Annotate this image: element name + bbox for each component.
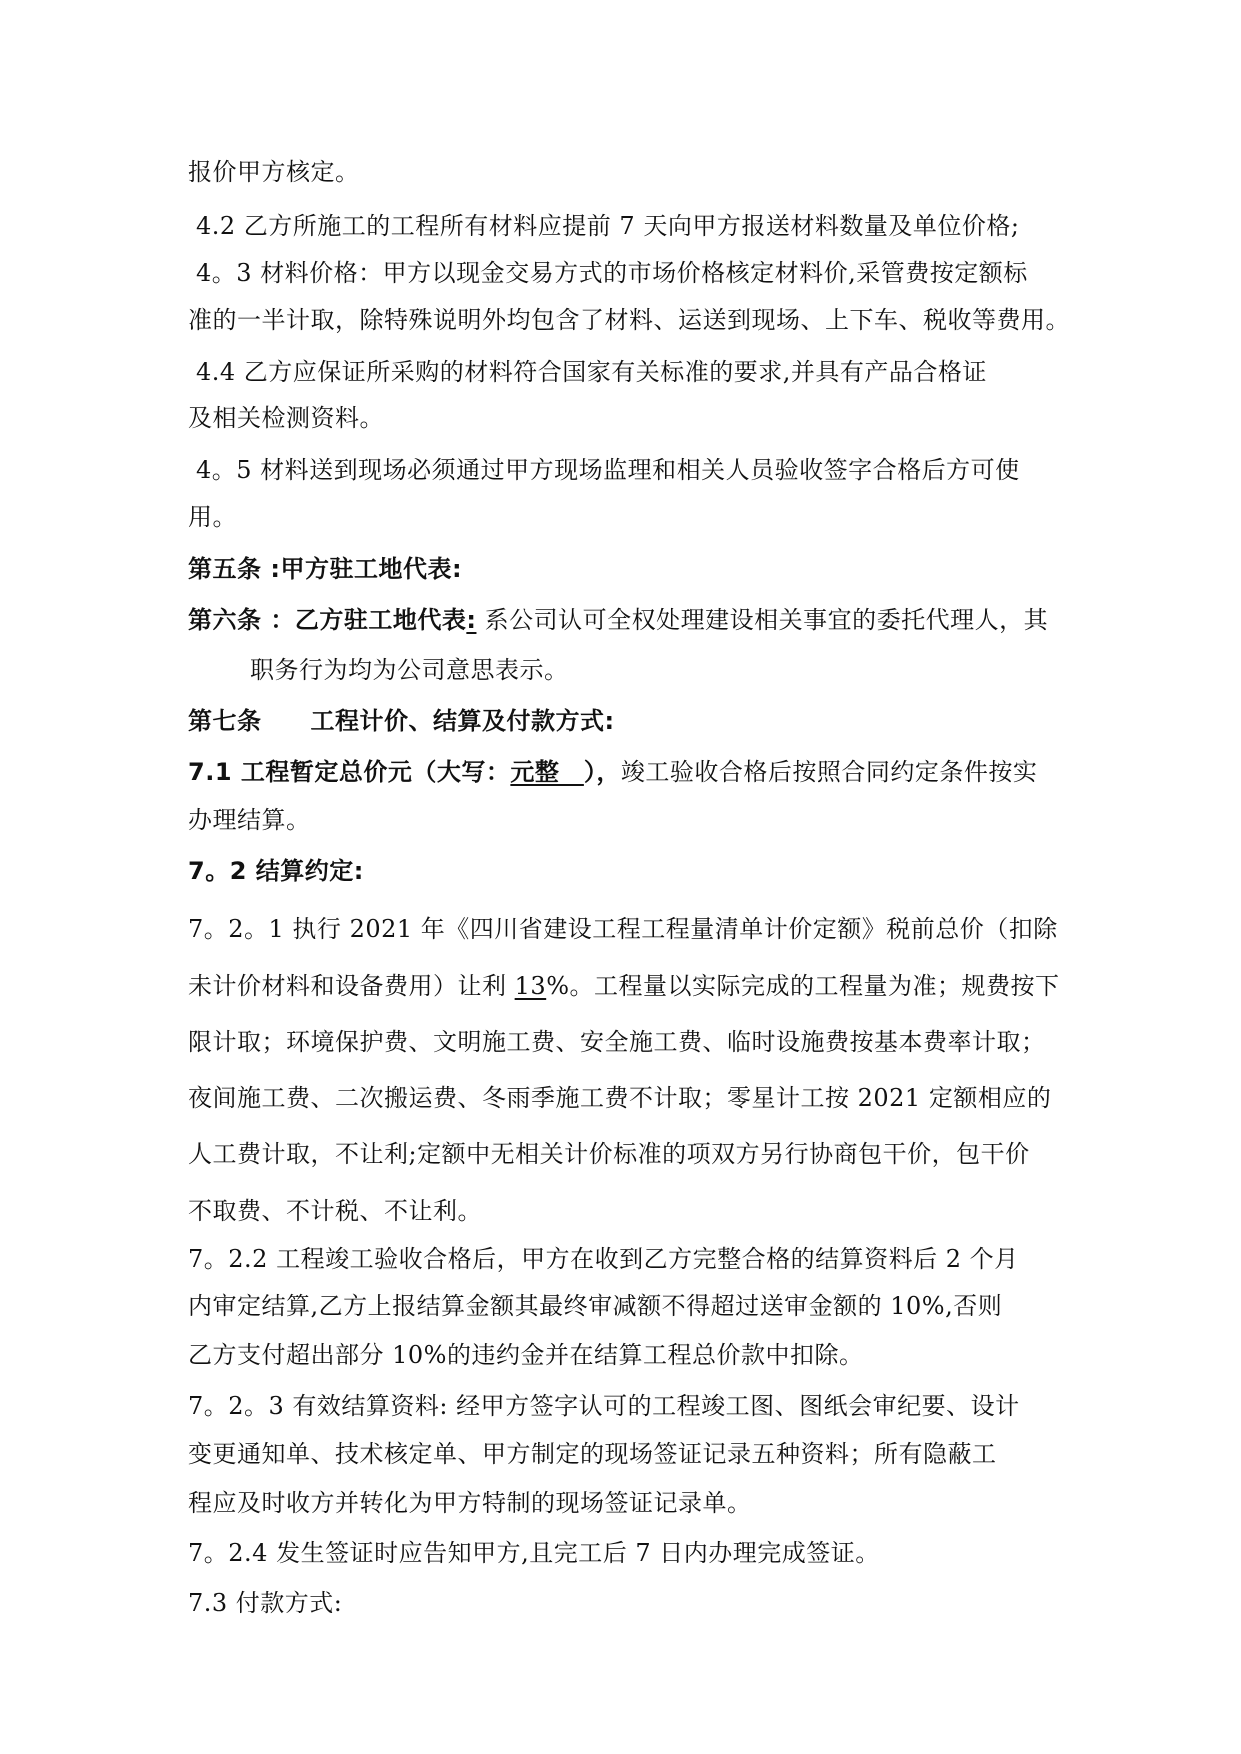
text-line: 变更通知单、技术核定单、甲方制定的现场签证记录五种资料；所有隐蔽工 <box>188 1440 997 1468</box>
text-segment: %。工程量以实际完成的工程量为准；规费按下 <box>546 972 1060 1000</box>
clause-4-2: 4.2 乙方所施工的工程所有材料应提前 7 天向甲方报送材料数量及单位价格; <box>196 212 1020 240</box>
text-line: 程应及时收方并转化为甲方特制的现场签证记录单。 <box>188 1489 752 1517</box>
text-line: 及相关检测资料。 <box>188 404 384 432</box>
article-6-text: 系公司认可全权处理建设相关事宜的委托代理人，其 <box>476 606 1049 634</box>
clause-7-3: 7.3 付款方式: <box>188 1589 343 1617</box>
clause-7-1-text: 竣工验收合格后按照合同约定条件按实 <box>620 758 1038 786</box>
text-line: 办理结算。 <box>188 806 311 834</box>
text-line: 报价甲方核定。 <box>188 158 360 186</box>
text-line: 内审定结算,乙方上报结算金额其最终审减额不得超过送审金额的 10%,否则 <box>188 1292 1003 1320</box>
article-6-blank: : <box>466 606 477 634</box>
article-6-heading: 第六条 ：乙方驻工地代表 <box>188 606 467 634</box>
clause-7-1-title: 7.1 工程暂定总价元（大写： <box>188 758 511 786</box>
clause-7-2-4: 7。2.4 发生签证时应告知甲方,且完工后 7 日内办理完成签证。 <box>188 1539 880 1567</box>
text-line: 人工费计取，不让利;定额中无相关计价标准的项双方另行协商包干价，包干价 <box>188 1140 1030 1168</box>
clause-7-1 <box>188 757 1037 787</box>
text-line: 准的一半计取，除特殊说明外均包含了材料、运送到现场、上下车、税收等费用。 <box>188 306 1070 334</box>
clause-7-1-close: ）， <box>583 758 621 786</box>
article-6-continuation: 职务行为均为公司意思表示。 <box>250 656 569 684</box>
text-line: 不取费、不计税、不让利。 <box>188 1197 482 1225</box>
text-segment: 未计价材料和设备费用）让利 <box>188 972 515 1000</box>
text-line: 用。 <box>188 503 237 531</box>
clause-7-2-heading: 7。2 结算约定: <box>188 857 364 885</box>
discount-rate: 13 <box>514 972 547 1000</box>
article-5-heading: 第五条 :甲方驻工地代表: <box>188 555 463 583</box>
text-line: 夜间施工费、二次搬运费、冬雨季施工费不计取；零星计工按 2021 定额相应的 <box>188 1084 1052 1112</box>
text-line: 限计取；环境保护费、文明施工费、安全施工费、临时设施费按基本费率计取； <box>188 1028 1046 1056</box>
clause-4-5: 4。5 材料送到现场必须通过甲方现场监理和相关人员验收签字合格后方可使 <box>196 456 1020 484</box>
text-line: 乙方支付超出部分 10%的违约金并在结算工程总价款中扣除。 <box>188 1341 864 1369</box>
article-6-line <box>188 605 1048 635</box>
clause-4-3: 4。3 材料价格：甲方以现金交易方式的市场价格核定材料价,采管费按定额标 <box>196 259 1028 287</box>
clause-7-2-1: 7。2。1 执行 2021 年《四川省建设工程工程量清单计价定额》税前总价（扣除 <box>188 915 1058 943</box>
clause-4-4: 4.4 乙方应保证所采购的材料符合国家有关标准的要求,并具有产品合格证 <box>196 358 987 386</box>
clause-7-2-2: 7。2.2 工程竣工验收合格后，甲方在收到乙方完整合格的结算资料后 2 个月 <box>188 1245 1019 1273</box>
text-line <box>188 971 1060 1001</box>
article-7-heading: 第七条 工程计价、结算及付款方式: <box>188 707 615 735</box>
clause-7-2-3: 7。2。3 有效结算资料: 经甲方签字认可的工程竣工图、图纸会审纪要、设计 <box>188 1392 1020 1420</box>
total-price-blank: 元整 <box>510 758 584 786</box>
